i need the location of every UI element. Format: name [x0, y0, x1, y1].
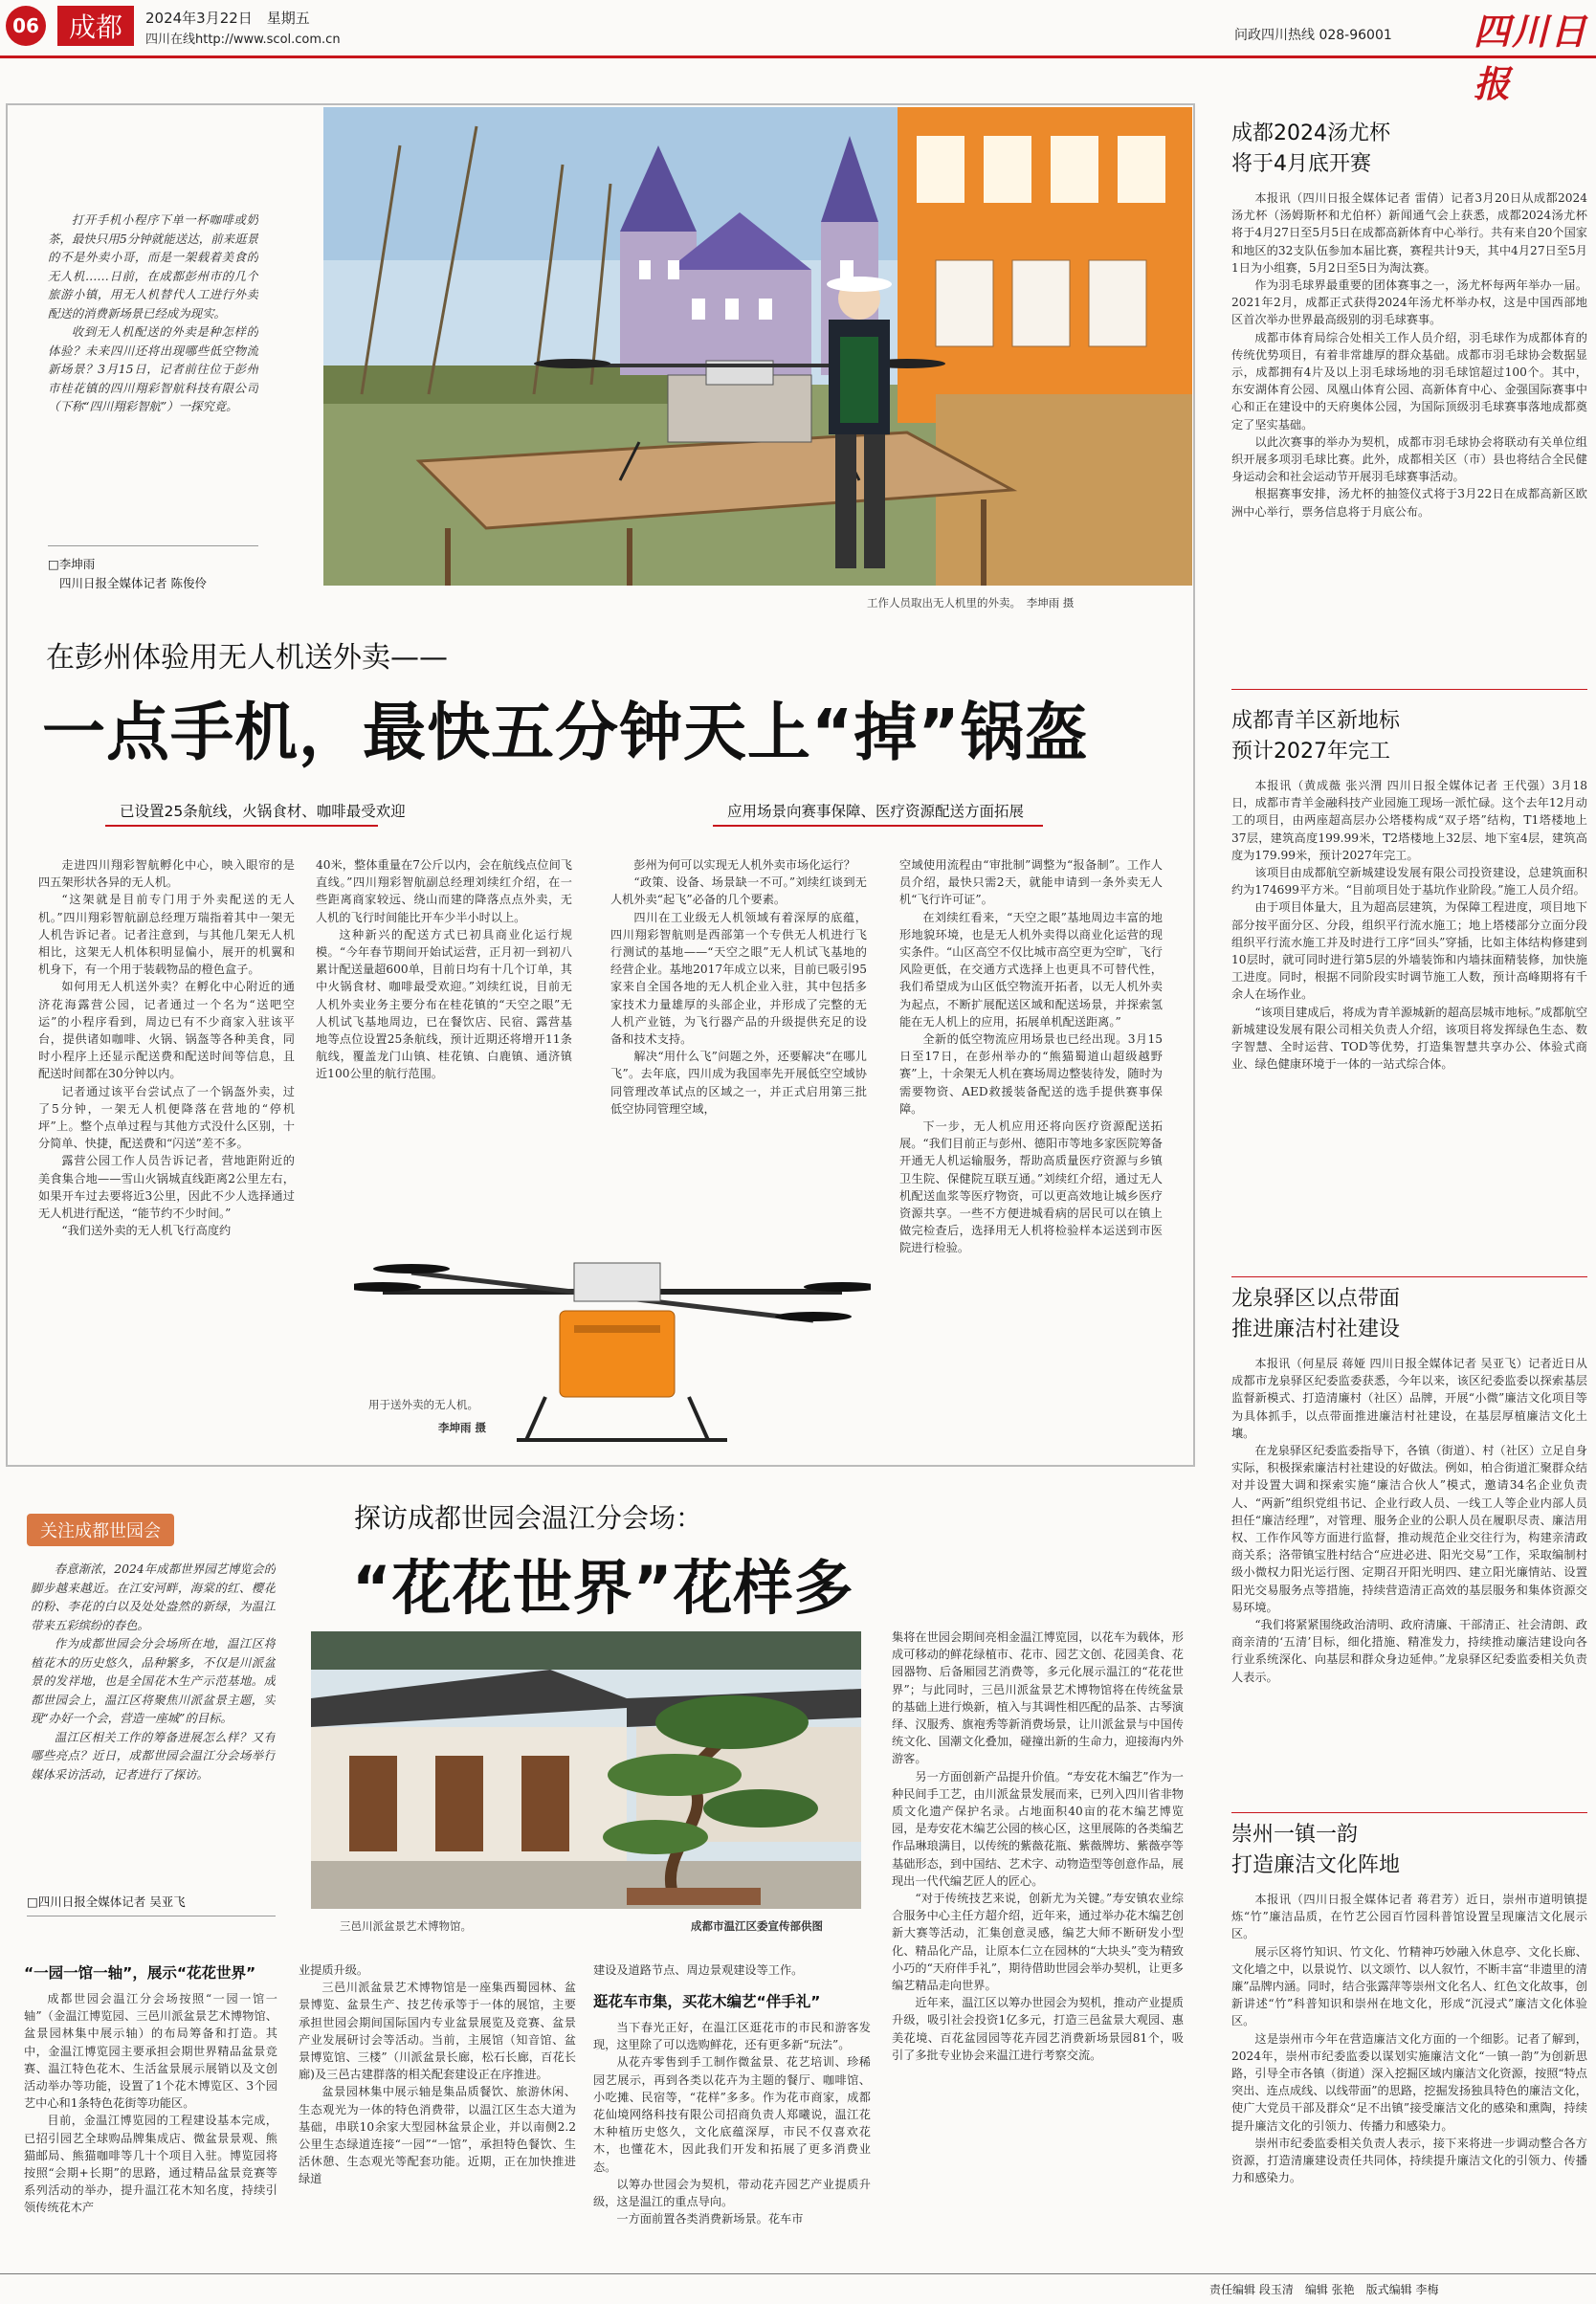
- story2-right-p: 近年来，温江区以筹办世园会为契机，推动产业提质升级，吸引社会投资1亿多元，打造三邑盆景大观园、惠美花境、百花盆园园等花卉园艺消费新场景园81个，吸引了多批专业协会来温江进行考察交流。: [892, 1996, 1184, 2062]
- story1-column-3: [610, 856, 867, 1220]
- sidebar-divider-3: [1231, 1812, 1587, 1813]
- sidebar-divider-2: [1231, 1276, 1587, 1277]
- story2-byline: □四川日报全媒体记者 吴亚飞: [27, 1894, 186, 1909]
- brief1-p: 根据赛事安排，汤尤杯的抽签仪式将于3月22日在成都高新区欧洲中心举行，票务信息将于月底公布。: [1231, 487, 1587, 519]
- story1-intro-p2: 收到无人机配送的外卖是种怎样的体验？未来四川还将出现哪些低空物流新场景？3月15日，记者前往位于彭州市桂花镇的四川翔彩智航科技有限公司（下称“四川翔彩智航”）一探究竟。: [48, 324, 258, 413]
- story1-col1-p: 走进四川翔彩智航孵化中心，映入眼帘的是四五架形状各异的无人机。: [38, 858, 295, 890]
- page-number: 06: [6, 6, 46, 46]
- story2-subhead-2: 逛花车市集，买花木编艺“伴手礼”: [593, 1993, 821, 2010]
- story1-col4-p: 空域使用流程由“审批制”调整为“报备制”。工作人员介绍，最快只需2天，就能申请到一条外卖无人机“飞行许可证”。: [899, 858, 1163, 907]
- expo-section-tag: 关注成都世园会: [27, 1514, 174, 1546]
- brief4-body: [1231, 1891, 1587, 2268]
- story1-col3-p: 四川在工业级无人机领域有着深厚的底蕴，四川翔彩智航则是西部第一个专供无人机进行飞行测试的基地——“天空之眼”无人机试飞基地的经营企业。基地2017年成立以来，目前已吸引95家来自全国各地的无人机企业入驻，其中包括多家技术力量雄厚的头部企业，并形成了完整的无人机产业链，为飞行器产品的升级提供充足的设备和技术支持。: [610, 910, 867, 1047]
- story2-colb-p: 三邑川派盆景艺术博物馆是一座集西蜀园林、盆景博览、盆景生产、技艺传承等于一体的展馆，主要承担世园会期间国际国内专业盆景展览及竞赛、盆景产业发展研讨会等活动。当前，主展馆（知音馆、盆景博览馆、三楼”（川派盆景长廊，松石长廊，百花长廊)及三邑古建群落的相关配套建设正在序推进。: [299, 1981, 576, 2082]
- story2-column-c: [593, 2019, 871, 2268]
- story2-cola-p: 目前，金温江博览园的工程建设基本完成，已招引园艺全球购品牌集成店、微盆景景观、熊猫邮局、熊猫咖啡等几十个项目入驻。博览园将按照“会期+长期”的思路，通过精品盆景竞赛等系列活动的举办，提升温江花木知名度，持续引领传统花木产: [24, 2114, 277, 2215]
- story1-subhead-2: 应用场景向赛事保障、医疗资源配送方面拓展: [727, 803, 1025, 820]
- issue-date: 2024年3月22日 星期五: [145, 10, 310, 27]
- story1-col3-p: 解决“用什么飞”问题之外，还要解决“在哪儿飞”。去年底，四川成为我国率先开展低空空域协同管理改革试点的区域之一，并正式启用第三批低空协同管理空域，: [610, 1050, 867, 1116]
- story1-headline: 一点手机，最快五分钟天上“掉”锅盔: [42, 696, 1089, 769]
- story1-col1-p: “我们送外卖的无人机飞行高度约: [61, 1224, 232, 1238]
- story2-intro-p: 温江区相关工作的筹备进展怎么样？又有哪些亮点？近日，成都世园会温江分会场举行媒体采访活动，记者进行了探访。: [31, 1729, 276, 1782]
- story1-col1-p: 露营公园工作人员告诉记者，营地距附近的美食集合地——雪山火锅城直线距离2公里左右，如果开车过去要将近3公里，因此不少人选择通过无人机进行配送，“能节约不少时间。”: [38, 1154, 295, 1221]
- bonsai-museum-photo: [311, 1631, 861, 1909]
- story1-col4-p: 全新的低空物流应用场景也已经出现。3月15日至17日，在彭州举办的“熊猫蜀道山超级越野赛”上，十余架无人机在赛场周边整装待发，随时为需要物资、AED救援装备配送的选手提供赛事保障。: [899, 1032, 1163, 1116]
- footer-rule: [0, 2273, 1596, 2274]
- bonsai-photo-credit: 成都市温江区委宣传部供图: [691, 1919, 823, 1933]
- brief4-p: 本报讯（四川日报全媒体记者 蒋君芳）近日，崇州市道明镇提炼“竹”廉洁品质，在竹艺公园百竹园科普馆设置呈现廉洁文化展示区。: [1231, 1893, 1587, 1941]
- section-name: 成都: [57, 6, 134, 46]
- subhead-2-rule: [713, 825, 1043, 827]
- story1-col1-p: “这架就是目前专门用于外卖配送的无人机。”四川翔彩智航副总经理万瑞指着其中一架无人机告诉记者。记者注意到，与其他几架无人机相比，这架无人机体积明显偏小，展开的机翼和机身下，有一个用于装载物品的橙色盒子。: [38, 893, 295, 977]
- brief1-headline-1: 成都2024汤尤杯: [1231, 122, 1390, 145]
- story1-intro-p1: 打开手机小程序下单一杯咖啡或奶茶，最快只用5分钟就能送达，前来逛景的不是外卖小哥，而是一架载着美食的无人机……日前，在成都彭州市的几个旅游小镇，用无人机替代人工进行外卖配送的消费新场景已经成为现实。: [48, 212, 258, 321]
- site-url[interactable]: 四川在线http://www.scol.com.cn: [145, 33, 341, 47]
- delivery-photo-art: [323, 107, 1192, 586]
- brief4-p: 崇州市纪委监委相关负责人表示，接下来将进一步调动整合各方资源，打造清廉建设责任共同体，持续提升廉洁文化的引领力、传播力和感染力。: [1231, 2136, 1587, 2185]
- story2-intro-p: 作为成都世园会分会场所在地，温江区将植花木的历史悠久，品种繁多，不仅是川派盆景的发祥地，也是全国花木生产示范基地。成都世园会上，温江区将聚焦川派盆景主题，实现“办好一个会，营造一座城”的目标。: [31, 1636, 276, 1725]
- newspaper-logo: 四川日报: [1474, 10, 1589, 105]
- story1-column-2: [316, 856, 572, 1220]
- brief2-headline-2: 预计2027年完工: [1231, 740, 1390, 764]
- delivery-photo-caption: 工作人员取出无人机里的外卖。 李坤雨 摄: [867, 596, 1075, 609]
- brief1-p: 作为羽毛球界最重要的团体赛事之一，汤尤杯每两年举办一届。2021年2月，成都正式获得2024年汤尤杯举办权，这是中国西部地区首次举办世界最高级别的羽毛球赛事。: [1231, 278, 1587, 327]
- byline-rule: [48, 545, 258, 546]
- story1-col4-p: 在刘续红看来，“天空之眼”基地周边丰富的地形地貌环境，也是无人机外卖得以商业化运营的现实条件。“山区高空不仅比城市高空更为空旷，飞行风险更低，在交通方式选择上也更具不可替代性，我们希望成为山区低空物流开拓者，以无人机外卖为起点，不断扩展配送区域和配送场景，并探索氢能在无人机上的应用，拓展单机配送距离。”: [899, 910, 1163, 1029]
- story2-colc2-p: 以筹办世园会为契机，带动花卉园艺产业提质升级，这是温江的重点导向。: [593, 2177, 871, 2209]
- brief2-p: 本报讯（黄成薇 张兴渭 四川日报全媒体记者 王代强）3月18日，成都市青羊金融科技产业园施工现场一派忙碌。这个去年12月动工的项目，由两座超高层办公塔楼构成“双子塔”结构，T1塔楼地上37层，建筑高度199.99米，T2塔楼地上32层、地下室4层，建筑高度为179.99米，预计2027年完工。: [1231, 779, 1587, 862]
- story1-col4-p: 下一步，无人机应用还将向医疗资源配送拓展。“我们目前正与彭州、德阳市等地多家医院筹备开通无人机运输服务，帮助高质量医疗资源与乡镇卫生院、保健院互联互通。”刘续红介绍，通过无人机配送血浆等医疗物资，可以更高效地让城乡医疗资源共享。一些不方便进城看病的居民可以在镇上做完检查后，选择用无人机将检验样本运送到市医院进行检验。: [899, 1119, 1163, 1255]
- story1-byline-reporter: 四川日报全媒体记者 陈俊伶: [59, 576, 207, 590]
- brief2-p: 由于项目体量大，且为超高层建筑，为保障工程进度，项目地下部分按平面分区、分段，组织平行流水施工；地上塔楼部分立面分段组织平行流水施工并及时进行工序“回头”穿插，比如主体结构修建到10层时，就可同时进行第5层的外墙装饰和内墙抹面精装修，加快施工进度。同时，根据不同阶段实时调节施工人数，预计高峰期将有千余人在场作业。: [1231, 900, 1587, 1002]
- story2-cola-p: 成都世园会温江分会场按照“一园一馆一轴”（金温江博览园、三邑川派盆景艺术博物馆、盆景园林集中展示轴）的布局筹备和打造。其中，金温江博览园主要承担会期世界精品盆景竞赛、温江特色花木、生活盆景展示展销以及文创活动举办等功能，设置了1个花木博览区、3个园艺中心和1条特色花街等功能区。: [24, 1992, 277, 2111]
- story2-colc-p: 建设及道路节点、周边景观建设等工作。: [593, 1963, 804, 1977]
- story2-column-a: [24, 1990, 277, 2268]
- brief1-p: 本报讯（四川日报全媒体记者 雷倩）记者3月20日从成都2024汤尤杯（汤姆斯杯和尤伯杯）新闻通气会上获悉，成都2024汤尤杯将于4月27日至5月5日在成都高新体育中心举行。共有来自20个国家和地区的32支队伍参加本届比赛，赛程共计9天，其中4月27日至5月1日为小组赛，5月2日至5日为淘汰赛。: [1231, 191, 1587, 275]
- drone-photo-caption: 用于送外卖的无人机。: [368, 1398, 478, 1411]
- story2-kicker: 探访成都世园会温江分会场：: [354, 1502, 703, 1534]
- story1-column-4: [899, 856, 1163, 1454]
- story1-column-1: [38, 856, 295, 1450]
- brief3-body: [1231, 1355, 1587, 1805]
- brief4-p: 展示区将竹知识、竹文化、竹精神巧妙融入休息亭、文化长廊、文化墙之中，以景说竹、以文颂竹、以人叙竹，不断丰富“非遗里的清廉”品牌内涵。同时，结合张露萍等崇州文化名人、红色文化故事，创新讲述“竹”科普知识和崇州在地文化，形成“沉浸式”廉洁文化体验区。: [1231, 1944, 1587, 2028]
- drone-photo-art: [354, 1234, 871, 1454]
- story2-colc2-p: 一方面前置各类消费新场景。花车市: [616, 2212, 804, 2226]
- brief4-headline-1: 崇州一镇一韵: [1231, 1823, 1359, 1847]
- bonsai-photo-caption: 三邑川派盆景艺术博物馆。: [340, 1919, 472, 1933]
- drone-photo: [354, 1234, 871, 1454]
- brief1-p: 成都市体育局综合处相关工作人员介绍，羽毛球作为成都体育的传统优势项目，有着非常雄厚的群众基础。成都市羽毛球协会数据显示，成都拥有4片及以上羽毛球场地的羽毛球馆超过100个。其中，东安湖体育公园、凤凰山体育公园、高新体育中心、金强国际赛事中心和正在建设中的天府奥体公园，为国际顶级羽毛球赛事落地成都奠定了坚实基础。: [1231, 330, 1587, 432]
- story1-intro: [48, 210, 258, 517]
- hotline: 问政四川热线 028-96001: [1234, 28, 1392, 43]
- delivery-photo: [323, 107, 1192, 586]
- brief3-headline-2: 推进廉洁村社建设: [1231, 1318, 1401, 1341]
- story2-right-column: [892, 1628, 1184, 2265]
- brief1-headline-2: 将于4月底开赛: [1231, 152, 1371, 176]
- brief2-headline-1: 成都青羊区新地标: [1231, 709, 1401, 733]
- brief2-p: 该项目由成都航空新城建设发展有限公司投资建设，总建筑面积约为174699平方米。“目前项目处于基坑作业阶段。”施工人员介绍。: [1231, 866, 1587, 897]
- story2-column-b: [299, 1961, 576, 2268]
- story2-headline: “花花世界”花样多: [352, 1553, 854, 1623]
- brief4-headline-2: 打造廉洁文化阵地: [1231, 1853, 1401, 1877]
- brief3-p: 在龙泉驿区纪委监委指导下，各镇（街道）、村（社区）立足自身实际，积极探索廉洁村社建设的好做法。例如，柏合街道汇聚群众结对并设置大调和探索实施“廉洁合伙人”模式，邀请34名企业负责人、“两新”组织党组书记、企业行政人员、一线工人等企业内部人员担任“廉洁经理”，对管理、服务企业的公职人员在履职尽责、廉洁用权、工作作风等方面进行监督，推动规范企业交往行为，构建亲清政商关系；洛带镇宝胜村结合“应进必进、阳光交易”工作，采取编制村级小微权力阳光运行图、定期召开阳光明四、建立阳光廉情站、设置阳光交易服务点等措施，持续营造清正高效的基层服务和集体资源交易环境。: [1231, 1444, 1587, 1614]
- story1-kicker: 在彭州体验用无人机送外卖——: [46, 641, 448, 675]
- story1-col1-p: 记者通过该平台尝试点了一个锅盔外卖，过了5分钟，一架无人机便降落在营地的“停机坪”上。整个点单过程与其他方式没什么区别，十分简单、快捷，配送费和“闪送”差不多。: [38, 1084, 295, 1151]
- story1-col2-p: 40米，整体重量在7公斤以内，会在航线点位间飞直线。”四川翔彩智航副总经理刘续红介绍，在一些距离商家较远、绕山而建的降落点点外卖，无人机的飞行时间能比开车少半小时以上。: [316, 858, 572, 924]
- brief2-p: “该项目建成后，将成为青羊源城新的超高层城市地标。”成都航空新城建设发展有限公司相关负责人介绍，该项目将发挥绿色生态、数字智慧、全时运营、TOD等优势，打造集智慧共享办公、体验式商业、绿色健康环境于一体的一站式综合体。: [1231, 1005, 1587, 1072]
- brief3-p: 本报讯（何星辰 蒋娅 四川日报全媒体记者 吴亚飞）记者近日从成都市龙泉驿区纪委监委获悉，今年以来，该区纪委监委以探索基层监督新模式、打造清廉村（社区）品牌，开展“小微”廉洁文化项目等为具体抓手，以点带面推进廉洁村社建设，在基层厚植廉洁文化土壤。: [1231, 1357, 1587, 1440]
- bonsai-photo-art: [311, 1631, 861, 1909]
- story2-intro-p: 春意渐浓，2024年成都世界园艺博览会的脚步越来越近。在江安河畔，海棠的红、樱花的粉、李花的白以及处处盎然的新绿，为温江带来五彩缤纷的春色。: [31, 1562, 276, 1632]
- story2-right-p: 集将在世园会期间亮相金温江博览园，以花车为载体，形成可移动的鲜花绿植市、花市、园艺文创、花园美食、花园器物、后备厢园艺消费等，多元化展示温江的“花花世界”；与此同时，三邑川派盆景艺术博物馆将在传统盆景的基础上进行焕新，植入与其调性相匹配的品茶、古琴演绎、汉服秀、旗袍秀等新消费场景，让川派盆景与中国传统文化、国潮文化叠加，碰撞出新的生命力，迎接海内外游客。: [892, 1630, 1184, 1766]
- story2-right-p: 另一方面创新产品提升价值。“寿安花木编艺”作为一种民间手工艺，由川派盆景发展而来，已列入四川省非物质文化遗产保护名录。占地面积40亩的花木编艺博览园，是寿安花木编艺公园的核心区，这里展陈的各类编艺作品琳琅满目，以传统的紫薇花瓶、紫薇牌坊、紫薇亭等基础形态，到中国结、艺术字、动物造型等创意作品，展现出一代代编艺匠人的匠心。: [892, 1769, 1184, 1888]
- story1-col3-p: 彭州为何可以实现无人机外卖市场化运行？: [633, 858, 855, 872]
- brief4-p: 这是崇州市今年在营造廉洁文化方面的一个细影。记者了解到，2024年，崇州市纪委监委以谋划实施廉洁文化“一镇一韵”为创新思路，引导全市各镇（街道）深入挖掘区域内廉洁文化资源，按照“特点突出、连点成线、以线带面”的思路，挖掘发扬独具特色的廉洁文化，使广大党员干部及群众“足不出镇”接受廉洁文化的感染和熏陶，持续提升廉洁文化的引领力、传播力和感染力。: [1231, 2031, 1587, 2133]
- drone-photo-credit: 李坤雨 摄: [438, 1421, 487, 1434]
- subhead-1-rule: [105, 825, 378, 827]
- brief3-p: “我们将紧紧围绕政治清明、政府清廉、干部清正、社会清朗、政商亲清的‘五清’目标，细化措施、精准发力，持续推动廉洁建设向各行业系统深化、向基层和群众身边延伸。”龙泉驿区纪委监委相关负责人表示。: [1231, 1618, 1587, 1684]
- story2-colb-p: 业提质升级。: [299, 1963, 369, 1977]
- story2-colc2-p: 从花卉零售到手工制作微盆景、花艺培训、珍稀园艺展示，再到各类以花卉为主题的餐厅、咖啡馆、小吃摊、民宿等，“花样”多多。作为花市商家，成都花仙境网络科技有限公司招商负责人郑曦说，温江花木种植历史悠久，文化底蕴深厚，市民不仅喜欢花木，也懂花木，因此我们开发和拓展了更多消费业态。: [593, 2055, 871, 2174]
- story2-colb-p: 盆景园林集中展示轴是集品质餐饮、旅游休闲、生态观光为一体的特色消费带，以温江区生态大道为基础，串联10余家大型园林盆景企业，并以南侧2.2公里生态绿道连接“一园”“一馆”，承担特色餐饮、生活休憩、生态观光等配套功能。近期，正在加快推进绿道: [299, 2085, 576, 2186]
- story2-right-p: “对于传统技艺来说，创新尤为关键。”寿安镇农业综合服务中心主任方超介绍，近年来，通过举办花木编艺创新大赛等活动，汇集创意灵感，编艺大师不断研发小型化、精品化产品，让原本仁立在园林的“大块头”变为精致小巧的“天府伴手礼”，期待借助世园会举办契机，让更多编艺精品走向世界。: [892, 1892, 1184, 1993]
- brief2-body: [1231, 777, 1587, 1265]
- story1-col1-p: 如何用无人机送外卖？在孵化中心附近的通济花海露营公园，记者通过一个名为“送吧空运”的小程序看到，周边已有不少商家入驻该平台，提供诸如咖啡、火锅、锅盔等各种美食，同时小程序上还显示配送费和配送时间等信息，且配送时间都在30分钟以内。: [38, 980, 295, 1081]
- story2-intro: [31, 1560, 276, 1861]
- sidebar-divider-1: [1231, 689, 1587, 690]
- story1-col2-p: 这种新兴的配送方式已初具商业化运行规模。“今年春节期间开始试运营，正月初一到初八累计配送量超600单，目前日均有十几个订单，其中火锅食材、咖啡最受欢迎。”刘续红说，目前无人机外卖业务主要分布在桂花镇的“天空之眼”无人机试飞基地周边，已在餐饮店、民宿、露营基地等点位设置25条航线，预计近期还将增开11条航线，覆盖龙门山镇、桂花镇、白鹿镇、通济镇近100公里的航行范围。: [316, 927, 572, 1081]
- story1-byline-photographer: □李坤雨: [48, 557, 96, 571]
- brief1-body: [1231, 189, 1587, 668]
- editor-credits: 责任编辑 段玉清 编辑 张艳 版式编辑 李梅: [1209, 2283, 1439, 2296]
- brief3-headline-1: 龙泉驿区以点带面: [1231, 1287, 1401, 1311]
- story2-subhead-1: “一园一馆一轴”，展示“花花世界”: [24, 1964, 256, 1982]
- story1-col3-p: “政策、设备、场景缺一不可。”刘续红谈到无人机外卖“起飞”必备的几个要素。: [610, 875, 867, 907]
- story2-column-c-top: [593, 1961, 871, 1984]
- brief1-p: 以此次赛事的举办为契机，成都市羽毛球协会将联动有关单位组织开展多项羽毛球比赛。此外，成都相关区（市）县也将结合全民健身运动会和社会运动节开展羽毛球赛事活动。: [1231, 434, 1587, 484]
- story2-colc2-p: 当下春光正好，在温江区逛花市的市民和游客发现，这里除了可以选购鲜花，还有更多新“玩法”。: [593, 2021, 871, 2052]
- header-rule: [0, 55, 1596, 58]
- story1-subhead-1: 已设置25条航线，火锅食材、咖啡最受欢迎: [120, 803, 406, 820]
